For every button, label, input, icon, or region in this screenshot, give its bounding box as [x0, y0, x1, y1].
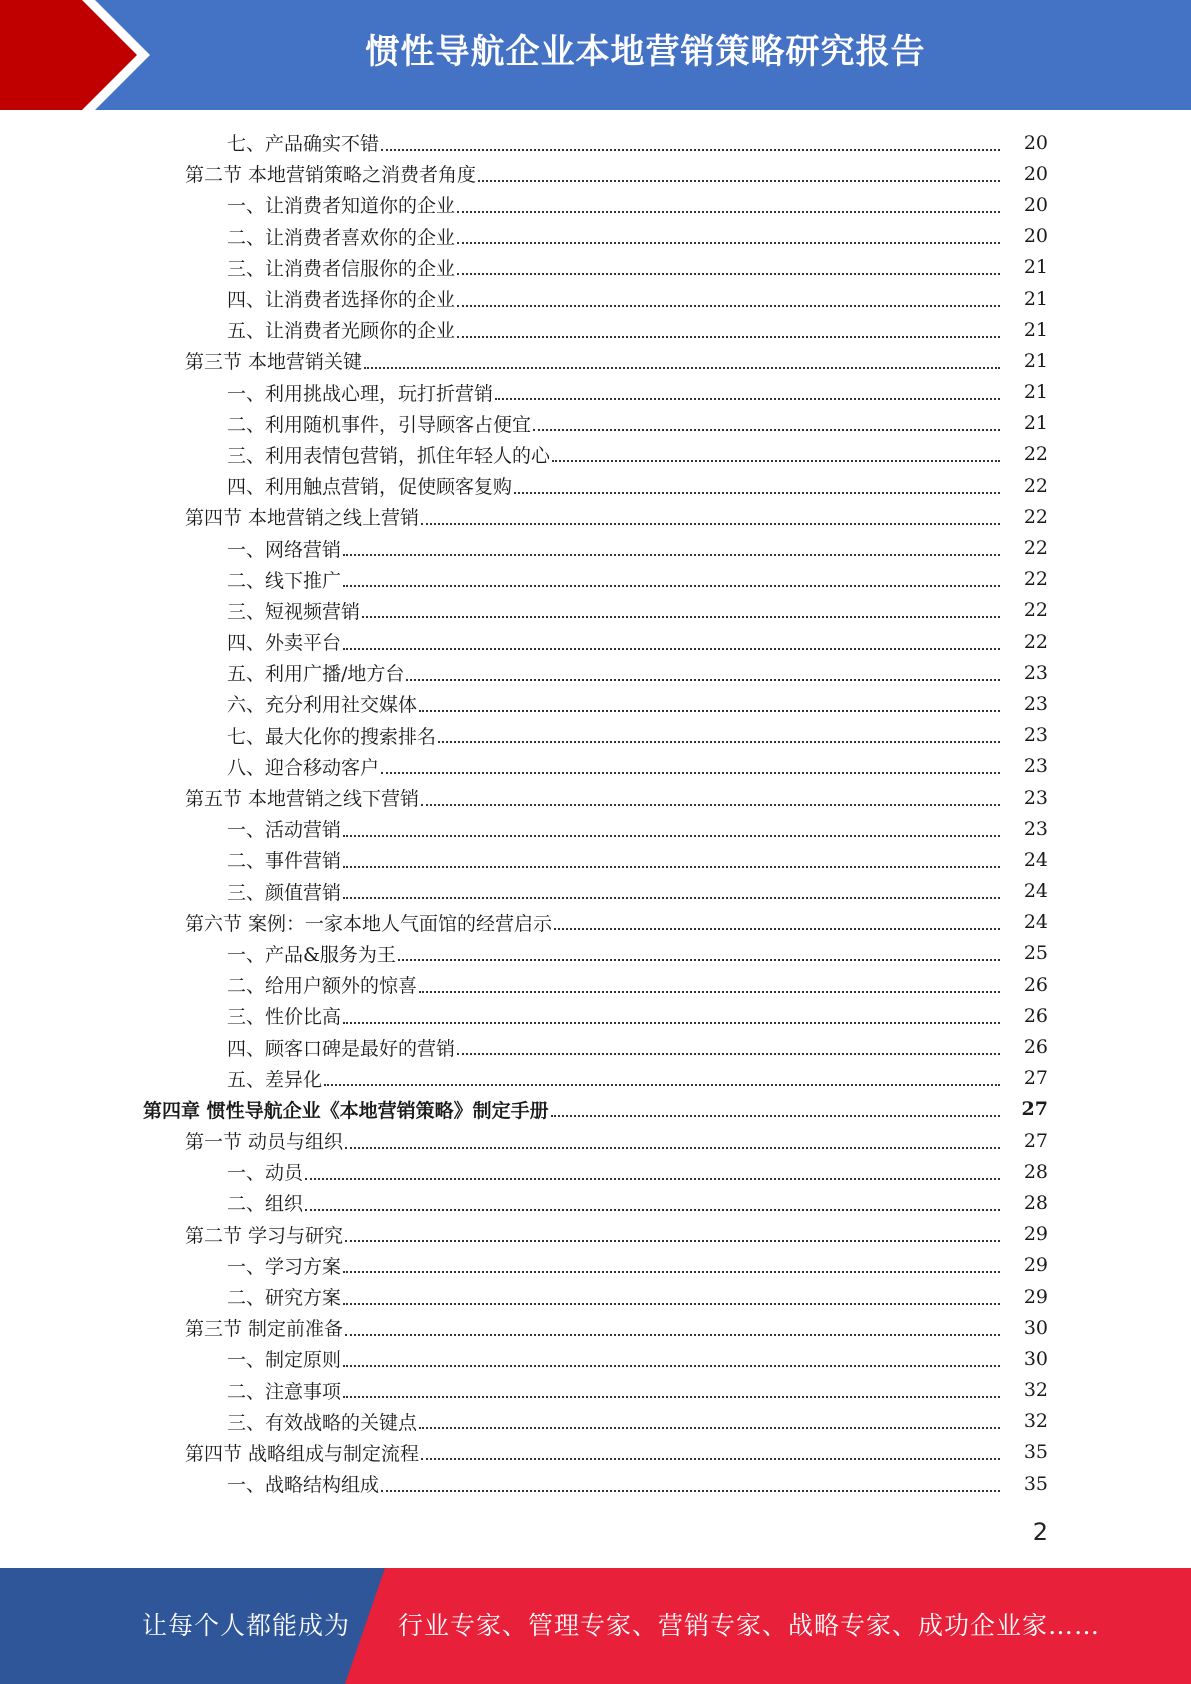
- toc-entry-page: 29: [1023, 1223, 1048, 1246]
- toc-entry[interactable]: [0, 813, 1191, 844]
- toc-entry[interactable]: [0, 377, 1191, 408]
- toc-entry-title: 一、产品&服务为王: [227, 943, 396, 966]
- toc-entry[interactable]: [0, 688, 1191, 719]
- toc-entry-title: 五、差异化: [227, 1068, 323, 1091]
- toc-entry[interactable]: [0, 907, 1191, 938]
- toc-entry[interactable]: [0, 564, 1191, 595]
- table-of-contents: [0, 127, 1191, 1499]
- toc-dot-leader: [343, 1022, 1000, 1024]
- toc-entry-page: 32: [1023, 1379, 1048, 1402]
- toc-entry[interactable]: [0, 1281, 1191, 1312]
- toc-dot-leader: [345, 1240, 1000, 1242]
- toc-dot-leader: [398, 959, 1000, 961]
- toc-entry-title: 一、网络营销: [227, 538, 342, 561]
- toc-entry-title: 四、利用触点营销，促使顾客复购: [227, 476, 513, 499]
- toc-entry-page: 23: [1023, 661, 1048, 684]
- toc-dot-leader: [406, 679, 1000, 681]
- toc-entry-title: 二、线下推广: [227, 569, 342, 592]
- toc-entry[interactable]: [0, 720, 1191, 751]
- toc-dot-leader: [438, 741, 1000, 743]
- toc-dot-leader: [419, 1427, 1000, 1429]
- toc-entry[interactable]: [0, 751, 1191, 782]
- toc-entry[interactable]: [0, 501, 1191, 532]
- toc-entry-title: 八、迎合移动客户: [227, 756, 380, 779]
- document-title: 惯性导航企业本地营销策略研究报告: [365, 32, 926, 72]
- toc-dot-leader: [552, 460, 1000, 462]
- toc-entry[interactable]: [0, 189, 1191, 220]
- toc-entry-page: 20: [1023, 225, 1048, 248]
- toc-entry-page: 22: [1023, 630, 1048, 653]
- toc-entry[interactable]: [0, 1187, 1191, 1218]
- toc-entry-page: 27: [1021, 1098, 1048, 1121]
- toc-dot-leader: [421, 804, 1000, 806]
- toc-entry-title: 三、有效战略的关键点: [227, 1411, 418, 1434]
- toc-entry-page: 27: [1023, 1129, 1048, 1152]
- toc-entry-title: 第四节 本地营销之线上营销: [185, 507, 420, 530]
- toc-entry-title: 六、充分利用社交媒体: [227, 694, 418, 717]
- toc-dot-leader: [457, 242, 1000, 244]
- toc-entry-title: 第四节 战略组成与制定流程: [185, 1442, 420, 1465]
- toc-entry-title: 二、给用户额外的惊喜: [227, 975, 418, 998]
- toc-entry-title: 第二节 本地营销策略之消费者角度: [185, 164, 477, 187]
- toc-entry-page: 35: [1023, 1441, 1048, 1464]
- toc-entry[interactable]: [0, 221, 1191, 252]
- toc-dot-leader: [457, 336, 1000, 338]
- toc-entry-page: 20: [1023, 131, 1048, 154]
- toc-dot-leader: [343, 554, 1000, 556]
- toc-dot-leader: [421, 1458, 1000, 1460]
- toc-entry[interactable]: [0, 1406, 1191, 1437]
- toc-entry[interactable]: [0, 1094, 1191, 1125]
- toc-entry[interactable]: [0, 470, 1191, 501]
- toc-dot-leader: [343, 1303, 1000, 1305]
- toc-dot-leader: [343, 1365, 1000, 1367]
- page-number: 2: [1032, 1518, 1048, 1546]
- page-footer: [0, 1568, 1191, 1684]
- toc-dot-leader: [343, 1396, 1000, 1398]
- toc-dot-leader: [514, 492, 1000, 494]
- toc-dot-leader: [421, 523, 1000, 525]
- toc-entry-title: 二、让消费者喜欢你的企业: [227, 226, 456, 249]
- toc-entry-title: 三、颜值营销: [227, 881, 342, 904]
- toc-dot-leader: [551, 1115, 1000, 1117]
- toc-entry[interactable]: [0, 595, 1191, 626]
- toc-entry-page: 27: [1023, 1067, 1048, 1090]
- toc-entry-page: 26: [1023, 1036, 1048, 1059]
- toc-dot-leader: [343, 866, 1000, 868]
- header-arrow-decoration: [0, 0, 160, 110]
- toc-entry-page: 22: [1023, 599, 1048, 622]
- toc-entry-title: 一、学习方案: [227, 1255, 342, 1278]
- toc-entry[interactable]: [0, 876, 1191, 907]
- toc-entry-page: 26: [1023, 1004, 1048, 1027]
- footer-slogan-left: 让每个人都能成为: [142, 1611, 351, 1640]
- toc-entry-title: 四、外卖平台: [227, 632, 342, 655]
- toc-entry-title: 五、利用广播/地方台: [227, 663, 405, 686]
- toc-dot-leader: [343, 585, 1000, 587]
- toc-entry-page: 21: [1023, 412, 1048, 435]
- toc-entry[interactable]: [0, 1063, 1191, 1094]
- toc-entry-page: 23: [1023, 724, 1048, 747]
- toc-dot-leader: [419, 991, 1000, 993]
- toc-entry-title: 四、让消费者选择你的企业: [227, 289, 456, 312]
- toc-entry-page: 20: [1023, 193, 1048, 216]
- toc-entry-page: 23: [1023, 755, 1048, 778]
- toc-entry-page: 21: [1023, 318, 1048, 341]
- toc-entry-page: 22: [1023, 474, 1048, 497]
- toc-entry-page: 24: [1023, 880, 1048, 903]
- toc-dot-leader: [381, 772, 1000, 774]
- toc-entry-title: 二、注意事项: [227, 1380, 342, 1403]
- toc-entry[interactable]: [0, 657, 1191, 688]
- toc-entry[interactable]: [0, 158, 1191, 189]
- toc-dot-leader: [554, 928, 1000, 930]
- toc-entry-title: 第二节 学习与研究: [185, 1224, 344, 1247]
- toc-dot-leader: [345, 1334, 1000, 1336]
- toc-entry-title: 三、让消费者信服你的企业: [227, 257, 456, 280]
- toc-entry-page: 30: [1023, 1316, 1048, 1339]
- toc-entry-page: 23: [1023, 692, 1048, 715]
- toc-dot-leader: [343, 1271, 1000, 1273]
- toc-entry[interactable]: [0, 408, 1191, 439]
- toc-entry-page: 20: [1023, 162, 1048, 185]
- toc-entry-title: 七、产品确实不错: [227, 133, 380, 156]
- toc-entry[interactable]: [0, 1125, 1191, 1156]
- toc-entry-page: 21: [1023, 381, 1048, 404]
- toc-entry-page: 24: [1023, 911, 1048, 934]
- toc-entry[interactable]: [0, 283, 1191, 314]
- toc-entry-title: 七、最大化你的搜索排名: [227, 725, 437, 748]
- toc-entry-page: 24: [1023, 848, 1048, 871]
- toc-entry-title: 第三节 本地营销关键: [185, 351, 363, 374]
- toc-dot-leader: [343, 835, 1000, 837]
- toc-entry-title: 四、顾客口碑是最好的营销: [227, 1037, 456, 1060]
- toc-entry-page: 21: [1023, 287, 1048, 310]
- toc-dot-leader: [495, 398, 1000, 400]
- toc-entry-page: 22: [1023, 537, 1048, 560]
- toc-entry[interactable]: [0, 1437, 1191, 1468]
- toc-entry[interactable]: [0, 1000, 1191, 1031]
- toc-dot-leader: [364, 367, 1000, 369]
- toc-entry-title: 二、组织: [227, 1193, 304, 1216]
- toc-entry-title: 第一节 动员与组织: [185, 1131, 344, 1154]
- toc-entry-page: 32: [1023, 1410, 1048, 1433]
- toc-entry[interactable]: [0, 439, 1191, 470]
- toc-entry[interactable]: [0, 844, 1191, 875]
- toc-entry-title: 一、制定原则: [227, 1349, 342, 1372]
- toc-entry-page: 25: [1023, 942, 1048, 965]
- toc-dot-leader: [343, 897, 1000, 899]
- toc-entry-page: 30: [1023, 1347, 1048, 1370]
- toc-entry[interactable]: [0, 782, 1191, 813]
- toc-entry-page: 21: [1023, 256, 1048, 279]
- toc-entry-page: 35: [1023, 1472, 1048, 1495]
- toc-entry-page: 26: [1023, 973, 1048, 996]
- toc-dot-leader: [343, 648, 1000, 650]
- toc-entry-title: 三、短视频营销: [227, 600, 361, 623]
- toc-entry[interactable]: [0, 938, 1191, 969]
- toc-entry-title: 第三节 制定前准备: [185, 1318, 344, 1341]
- toc-entry-title: 三、利用表情包营销，抓住年轻人的心: [227, 444, 551, 467]
- toc-dot-leader: [457, 1053, 1000, 1055]
- toc-entry-title: 一、利用挑战心理，玩打折营销: [227, 382, 494, 405]
- toc-entry-title: 一、让消费者知道你的企业: [227, 195, 456, 218]
- toc-entry-title: 二、研究方案: [227, 1287, 342, 1310]
- toc-entry[interactable]: [0, 1468, 1191, 1499]
- page-header: [0, 0, 1191, 110]
- toc-dot-leader: [345, 1147, 1000, 1149]
- toc-entry[interactable]: [0, 1343, 1191, 1374]
- toc-entry-title: 第六节 案例：一家本地人气面馆的经营启示: [185, 912, 553, 935]
- toc-entry-title: 一、活动营销: [227, 819, 342, 842]
- toc-entry[interactable]: [0, 314, 1191, 345]
- toc-dot-leader: [305, 1209, 1000, 1211]
- toc-dot-leader: [419, 710, 1000, 712]
- toc-entry-page: 29: [1023, 1254, 1048, 1277]
- toc-dot-leader: [457, 211, 1000, 213]
- toc-entry-title: 一、动员: [227, 1162, 304, 1185]
- toc-entry[interactable]: [0, 252, 1191, 283]
- toc-dot-leader: [305, 1178, 1000, 1180]
- toc-dot-leader: [478, 180, 1000, 182]
- toc-entry-page: 28: [1023, 1160, 1048, 1183]
- toc-entry[interactable]: [0, 1219, 1191, 1250]
- toc-entry-title: 二、事件营销: [227, 850, 342, 873]
- toc-entry-page: 22: [1023, 505, 1048, 528]
- toc-entry-page: 23: [1023, 786, 1048, 809]
- toc-entry[interactable]: [0, 1250, 1191, 1281]
- toc-dot-leader: [324, 1084, 1000, 1086]
- toc-entry-title: 一、战略结构组成: [227, 1474, 380, 1497]
- toc-entry[interactable]: [0, 1312, 1191, 1343]
- toc-entry[interactable]: [0, 1156, 1191, 1187]
- toc-entry[interactable]: [0, 969, 1191, 1000]
- toc-entry[interactable]: [0, 345, 1191, 376]
- toc-entry-page: 22: [1023, 568, 1048, 591]
- toc-entry-page: 21: [1023, 349, 1048, 372]
- toc-entry[interactable]: [0, 1375, 1191, 1406]
- toc-dot-leader: [381, 1490, 1000, 1492]
- toc-entry[interactable]: [0, 127, 1191, 158]
- toc-entry-title: 二、利用随机事件，引导顾客占便宜: [227, 413, 532, 436]
- toc-entry[interactable]: [0, 626, 1191, 657]
- toc-dot-leader: [457, 273, 1000, 275]
- toc-entry-title: 五、让消费者光顾你的企业: [227, 320, 456, 343]
- toc-entry-title: 三、性价比高: [227, 1006, 342, 1029]
- toc-dot-leader: [362, 616, 1000, 618]
- toc-entry-page: 29: [1023, 1285, 1048, 1308]
- footer-slogan-right: 行业专家、管理专家、营销专家、战略专家、成功企业家……: [398, 1611, 1101, 1640]
- toc-entry[interactable]: [0, 1031, 1191, 1062]
- toc-entry-title: 第五节 本地营销之线下营销: [185, 788, 420, 811]
- toc-dot-leader: [381, 149, 1000, 151]
- toc-dot-leader: [457, 305, 1000, 307]
- toc-dot-leader: [533, 429, 1000, 431]
- toc-entry-title: 第四章 惯性导航企业《本地营销策略》制定手册: [143, 1099, 549, 1122]
- toc-entry-page: 23: [1023, 817, 1048, 840]
- toc-entry[interactable]: [0, 532, 1191, 563]
- toc-entry-page: 22: [1023, 443, 1048, 466]
- toc-entry-page: 28: [1023, 1191, 1048, 1214]
